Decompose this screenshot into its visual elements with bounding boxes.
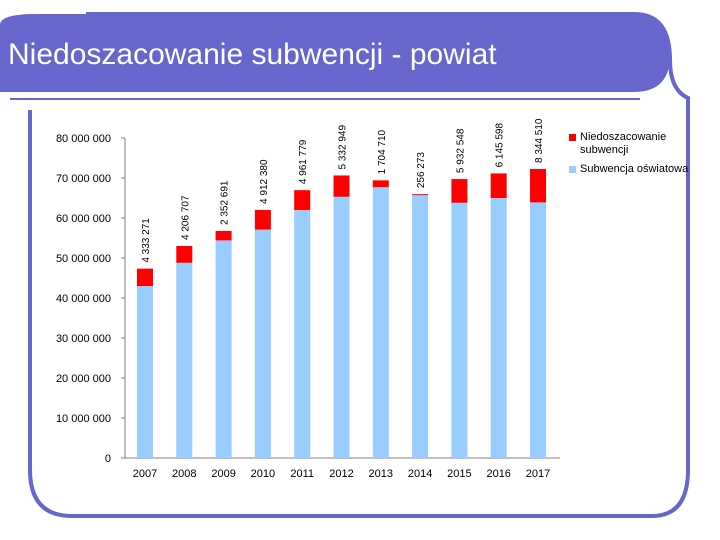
bar-niedoszacowanie xyxy=(137,269,153,286)
bar-niedoszacowanie xyxy=(176,246,192,263)
data-label: 2 352 691 xyxy=(219,180,231,225)
data-label: 4 961 779 xyxy=(298,139,310,185)
data-label: 5 332 949 xyxy=(337,124,349,170)
bar-subwencja xyxy=(412,195,428,458)
bar-subwencja xyxy=(216,240,232,458)
y-tick-label: 80 000 000 xyxy=(55,133,111,145)
x-tick-label: 2011 xyxy=(290,468,315,480)
x-tick-label: 2010 xyxy=(250,468,276,480)
bar-niedoszacowanie xyxy=(334,175,350,196)
legend-label-niedoszacowanie: Niedoszacowanie subwencji xyxy=(580,131,667,156)
bar-subwencja xyxy=(373,187,389,458)
legend-swatch-red xyxy=(569,134,576,141)
bar-niedoszacowanie xyxy=(491,173,507,198)
y-tick-label: 0 xyxy=(104,453,111,465)
bar-subwencja xyxy=(491,198,507,458)
x-tick-label: 2012 xyxy=(329,468,354,480)
y-tick-label: 70 000 000 xyxy=(55,173,111,185)
data-label: 1 704 710 xyxy=(376,129,388,175)
y-tick-label: 40 000 000 xyxy=(55,293,111,305)
x-tick-label: 2007 xyxy=(132,468,158,480)
bar-subwencja xyxy=(176,263,192,458)
legend-item-niedoszacowanie xyxy=(569,131,689,157)
x-tick-label: 2014 xyxy=(407,468,433,480)
bar-niedoszacowanie xyxy=(412,194,428,195)
y-tick-label: 10 000 000 xyxy=(55,413,111,425)
bar-subwencja xyxy=(137,286,153,458)
bar-subwencja xyxy=(255,230,271,458)
y-tick-label: 50 000 000 xyxy=(55,253,111,265)
bar-niedoszacowanie xyxy=(294,190,310,210)
x-axis xyxy=(125,458,560,480)
legend xyxy=(569,131,689,182)
x-tick-label: 2017 xyxy=(525,468,551,480)
x-tick-label: 2008 xyxy=(172,468,197,480)
x-tick-label: 2013 xyxy=(368,468,394,480)
bars xyxy=(137,169,546,458)
y-tick-label: 60 000 000 xyxy=(55,213,111,225)
data-label: 4 333 271 xyxy=(141,218,152,263)
legend-item-subwencja xyxy=(569,163,689,176)
bar-niedoszacowanie xyxy=(373,180,389,187)
data-label: 256 273 xyxy=(416,152,428,189)
legend-label-subwencja: Subwencja oświatowa xyxy=(580,163,689,175)
bar-subwencja xyxy=(451,203,467,458)
bar-subwencja xyxy=(294,210,310,458)
data-label: 6 145 598 xyxy=(494,122,506,168)
x-tick-label: 2009 xyxy=(211,468,236,480)
bar-niedoszacowanie xyxy=(255,210,271,230)
y-tick-label: 20 000 000 xyxy=(55,373,111,385)
bar-subwencja xyxy=(334,197,350,458)
bar-niedoszacowanie xyxy=(216,231,232,240)
bar-subwencja xyxy=(530,202,546,458)
slide-title: Niedoszacowanie subwencji - powiat xyxy=(8,38,497,71)
data-label: 4 912 380 xyxy=(258,159,270,204)
bar-niedoszacowanie xyxy=(451,179,467,203)
bar-niedoszacowanie xyxy=(530,169,546,202)
y-axis xyxy=(56,133,125,465)
data-label: 5 932 548 xyxy=(455,128,467,174)
legend-swatch-blue xyxy=(569,166,576,173)
data-label: 8 344 510 xyxy=(534,118,545,164)
data-label: 4 206 707 xyxy=(180,195,192,240)
x-tick-label: 2016 xyxy=(486,468,511,480)
x-tick-label: 2015 xyxy=(447,468,472,480)
y-tick-label: 30 000 000 xyxy=(55,333,111,345)
